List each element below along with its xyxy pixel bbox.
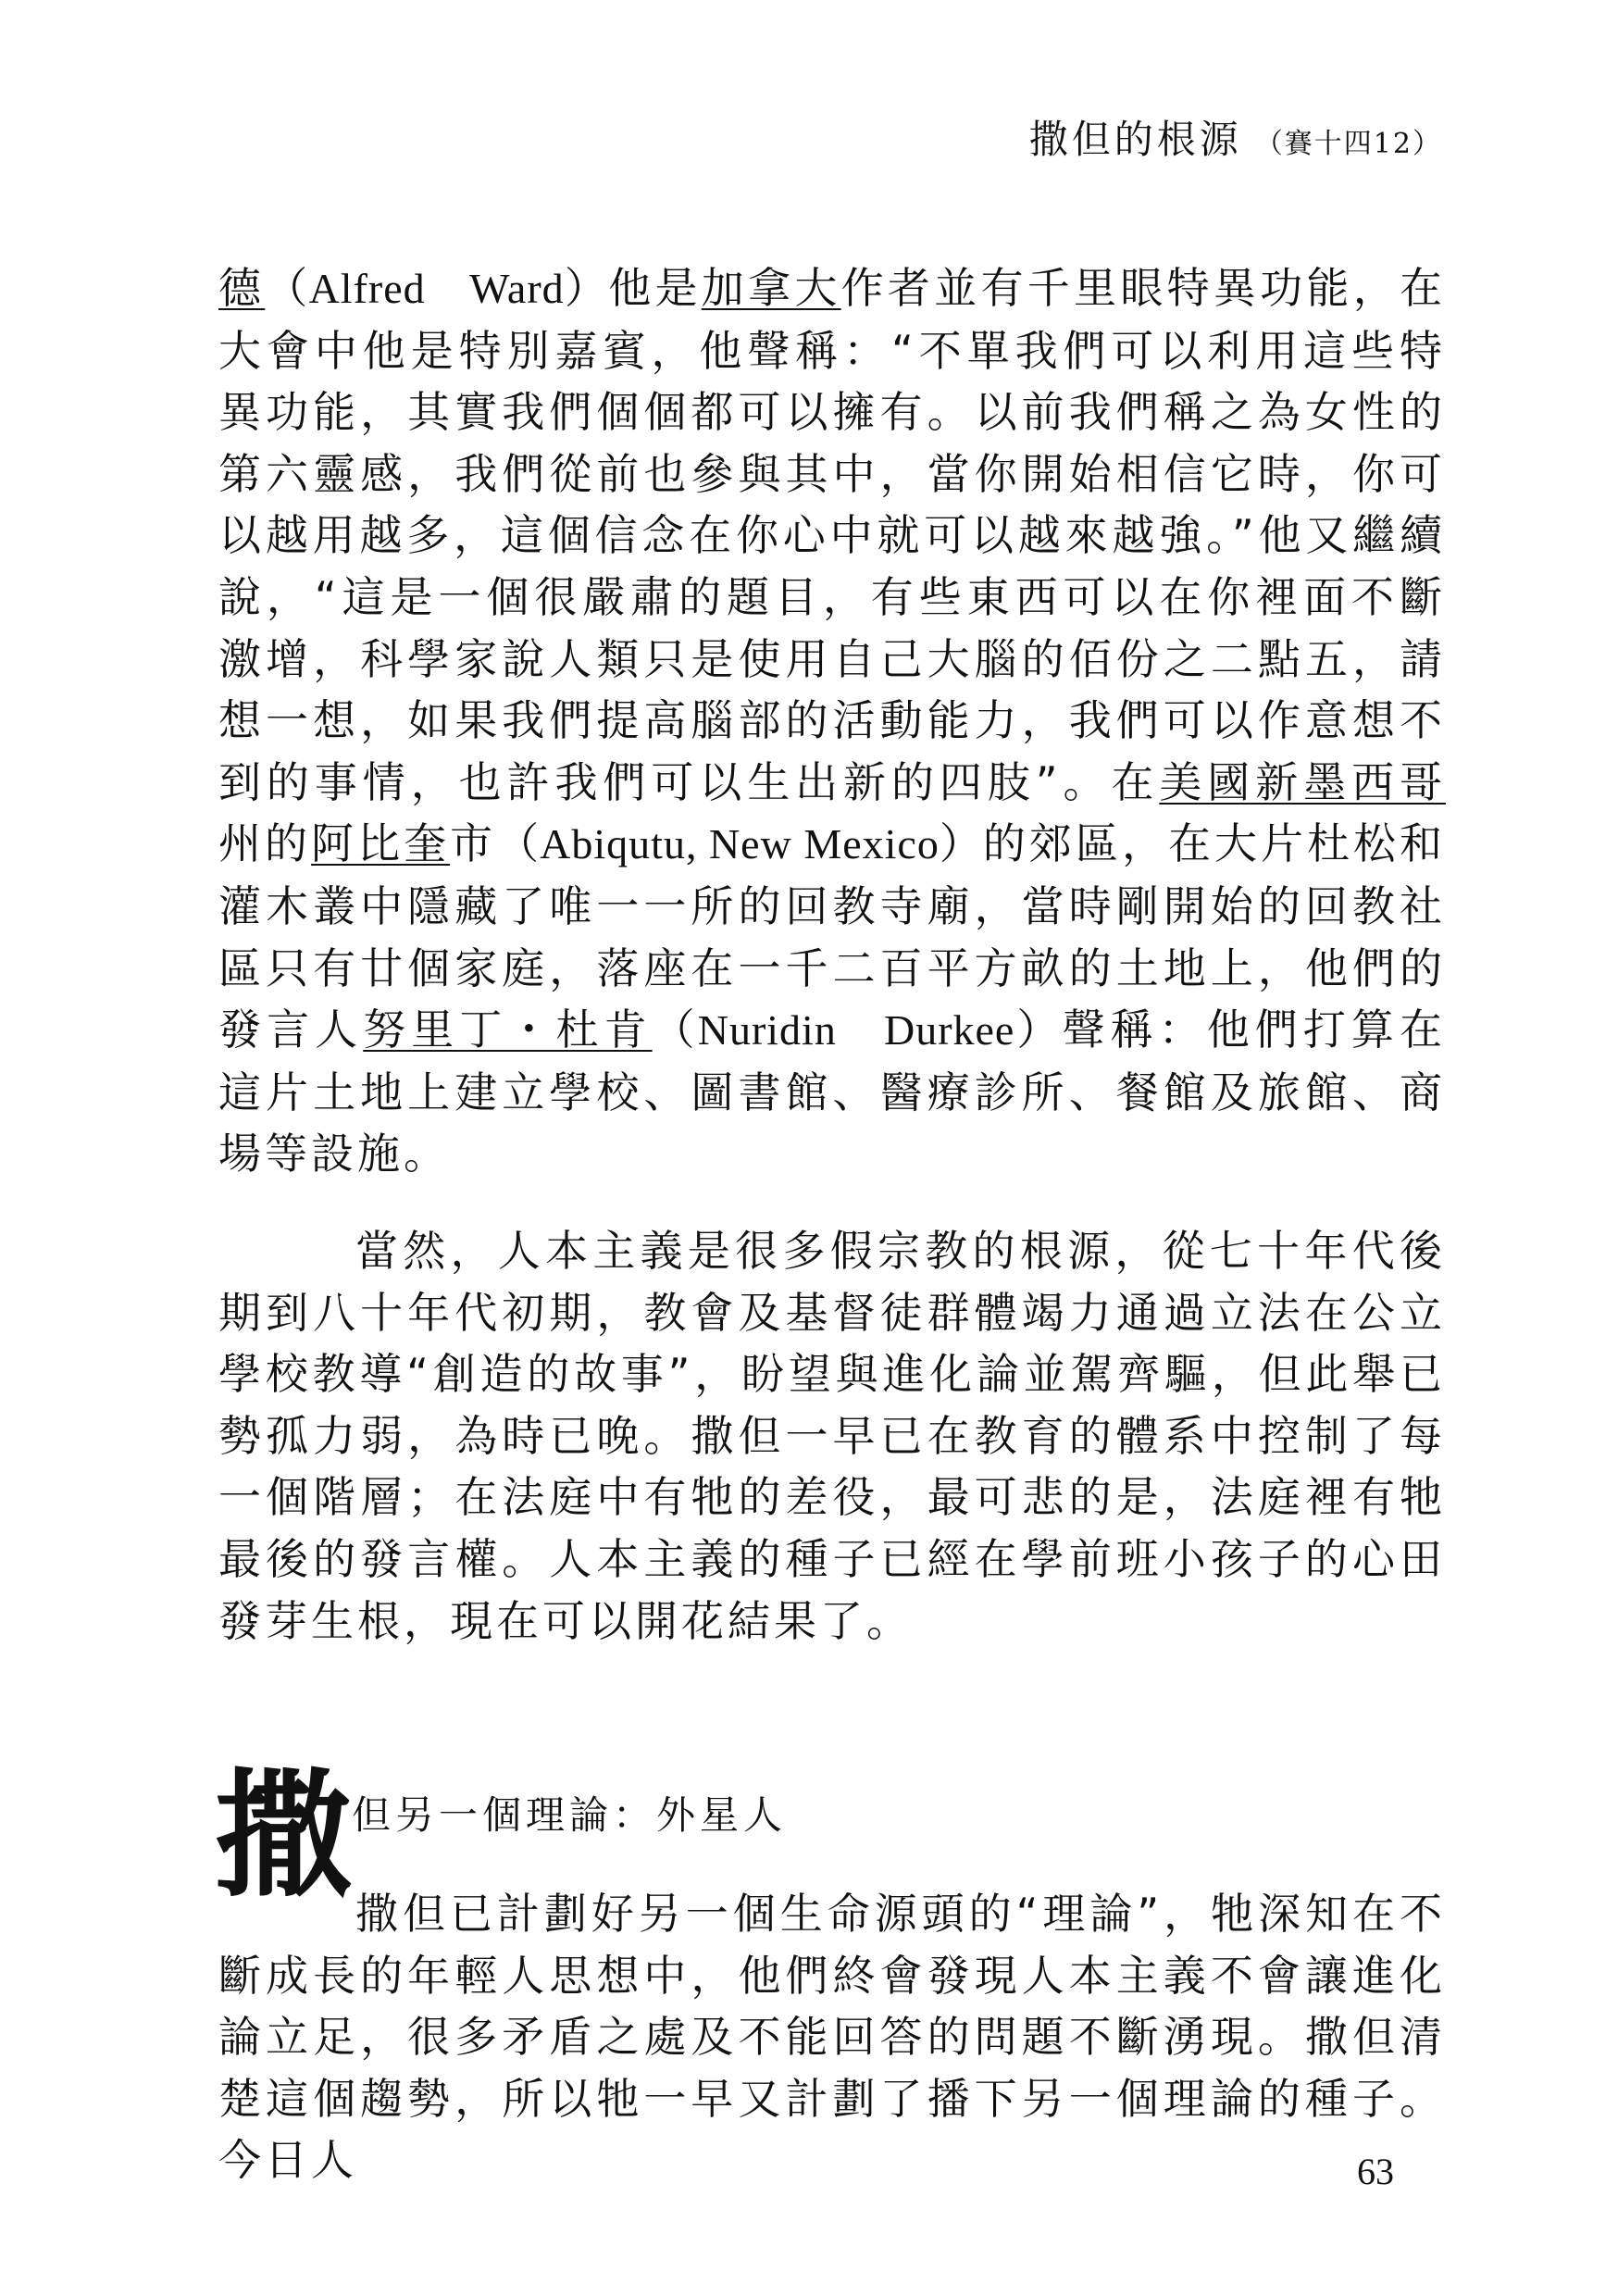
latin-name: （Alfred Ward） (265, 265, 609, 312)
running-header (1029, 109, 1442, 165)
section-heading: 但另一個理論：外星人 (352, 1792, 788, 1838)
page-number: 63 (1357, 2151, 1394, 2192)
text-run: 聲稱：他們打算在這片土地上建立學校、圖書館、醫療診所、餐館及旅館、商場等設施。 (218, 1004, 1447, 1179)
underlined-name: 德 (218, 263, 266, 313)
latin-name: （Nuridin Durkee） (652, 1006, 1063, 1054)
text-run: 的郊區，在大片杜松和灌木叢中隱藏了唯一一所的回教寺廟，當時剛開始的回教社區只有廿個家庭，落座在一千二百平方畝的土地上，他們的發言人 (218, 818, 1447, 1055)
text-run: 他是 (608, 263, 702, 313)
drop-cap: 撒 (215, 1754, 352, 1915)
text-run: 作者並有千里眼特異功能，在大會中他是特別嘉賓，他聲稱：“不單我們可以利用這些特異功能，其實我們個個都可以擁有。以前我們稱之為女性的第六靈感，我們從前也參與其中，當你開始相信它時，你可以越用越多，這個信念在你心中就可以越來越強。”他又繼續說，“這是一個很嚴肅的題目，有些東西可以在你裡面不斷激增，科學家說人類只是使用自己大腦的佰份之二點五，請想一想，如果我們提高腦部的活動能力，我們可以作意想不到的事情，也許我們可以生出新的四肢”。在 (218, 263, 1446, 807)
body-paragraph-2: 當然，人本主義是很多假宗教的根源，從七十年代後期到八十年代初期，教會及基督徒群體竭力通過立法在公立學校教導“創造的故事”，盼望與進化論並駕齊驅，但此舉已勢孤力弱，為時已晚。撒但一早已在教育的體系中控制了每一個階層；在法庭中有牠的差役，最可悲的是，法庭裡有牠最後的發言權。人本主義的種子已經在學前班小孩子的心田發芽生根，現在可以開花結果了。 (218, 1226, 1446, 1646)
body-paragraph-1 (218, 257, 1446, 1185)
underlined-place: 阿比奎 (311, 818, 451, 869)
text-run: 市 (450, 818, 497, 869)
underlined-place: 加拿大 (701, 263, 841, 313)
underlined-name: 努里丁・杜肯 (363, 1004, 653, 1055)
text-run: 州的 (218, 818, 312, 869)
body-paragraph-3: 撒但已計劃好另一個生命源頭的“理論”，牠深知在不斷成長的年輕人思想中，他們終會發現人本主義不會讓進化論立足，很多矛盾之處及不能回答的問題不斷湧現。撒但清楚這個趨勢，所以牠一早又計劃了播下另一個理論的種子。今日人 (218, 1889, 1446, 2186)
running-header-reference: （賽十四12） (1254, 128, 1442, 160)
latin-place: （Abiqutu, New Mexico） (496, 820, 983, 868)
underlined-place: 美國新墨西哥 (1159, 756, 1446, 807)
running-header-title: 撒但的根源 (1028, 117, 1242, 162)
